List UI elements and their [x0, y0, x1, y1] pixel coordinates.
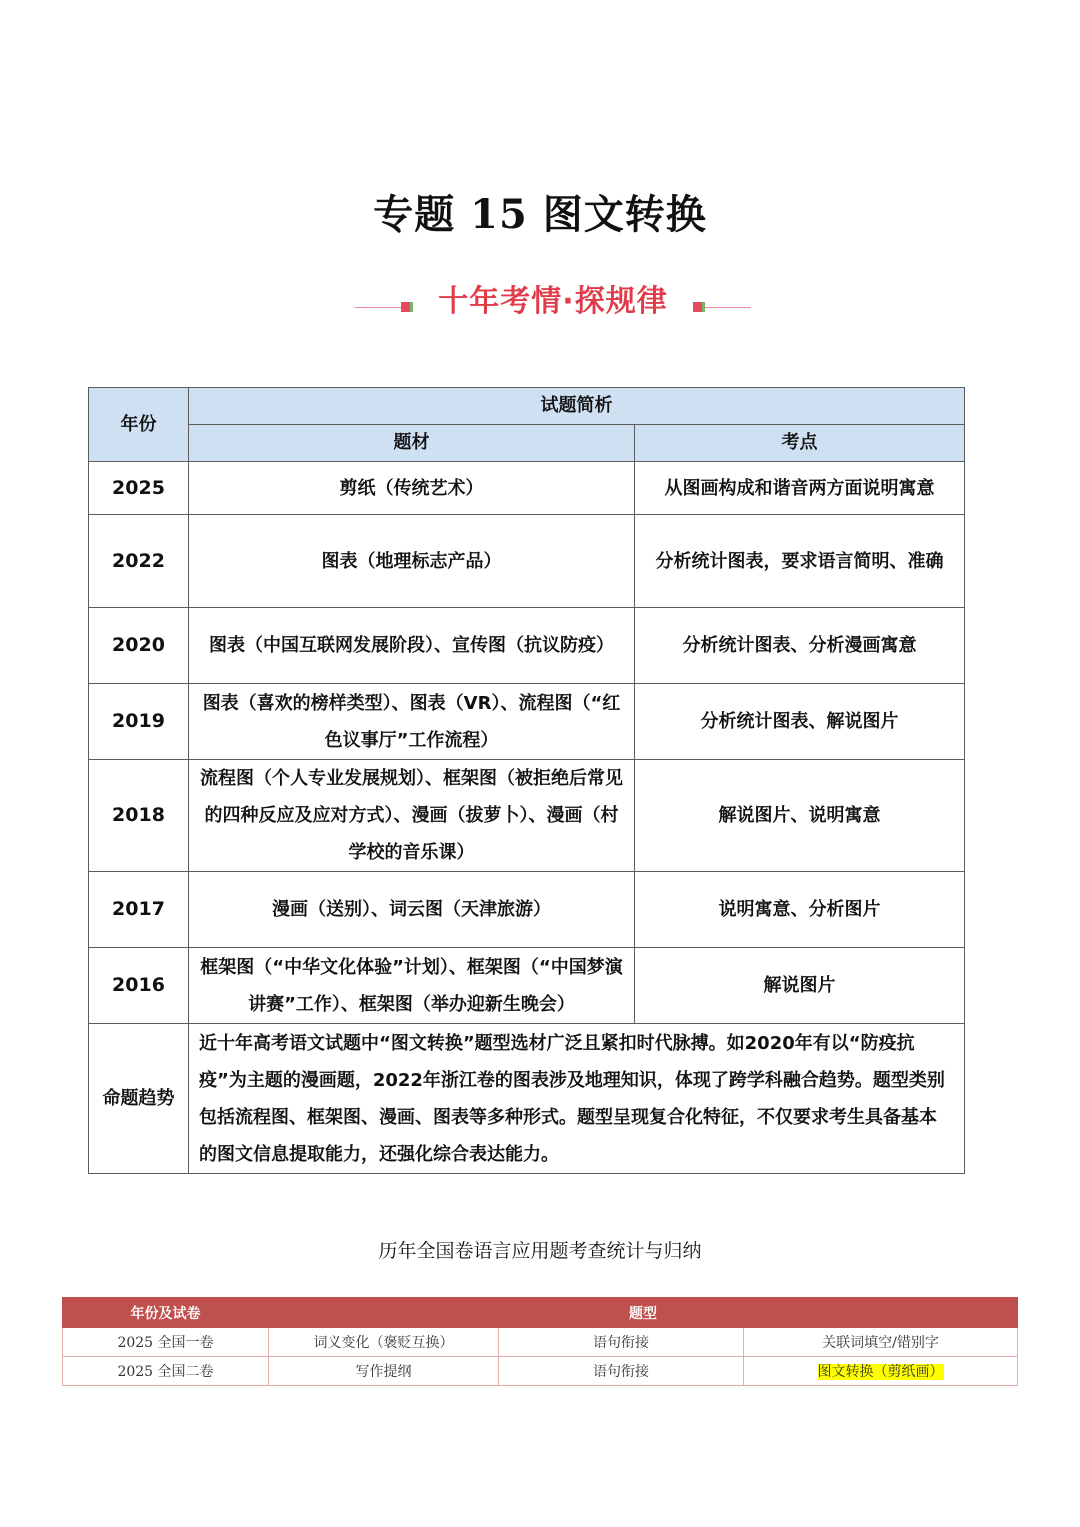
year-cell: 2022: [89, 515, 189, 608]
header-material: 题材: [189, 425, 635, 462]
title-prefix: 专题: [373, 192, 456, 238]
year-cell: 2019: [89, 684, 189, 760]
stat-type-cell: 词义变化（褒贬互换）: [269, 1328, 499, 1357]
year-cell: 2017: [89, 872, 189, 948]
stat-row: [63, 1357, 1018, 1386]
stat-header-type: 题型: [269, 1298, 1018, 1328]
material-cell: 流程图（个人专业发展规划）、框架图（被拒绝后常见的四种反应及应对方式）、漫画（拔萝卜）、漫画（村学校的音乐课）: [189, 760, 635, 872]
point-cell: 解说图片: [635, 948, 965, 1024]
stat-type-cell: 语句衔接: [499, 1357, 744, 1386]
stat-header-row: [63, 1298, 1018, 1328]
trend-label: 命题趋势: [89, 1024, 189, 1174]
header-group: 试题简析: [189, 388, 965, 425]
point-cell: 解说图片、说明寓意: [635, 760, 965, 872]
year-cell: 2018: [89, 760, 189, 872]
header-year: 年份: [89, 388, 189, 462]
header-row-1: [89, 388, 965, 425]
table-row: [89, 515, 965, 608]
table-row: [89, 872, 965, 948]
stat-year-cell: 2025 全国一卷: [63, 1328, 269, 1357]
table-row: [89, 608, 965, 684]
stat-table-title: 历年全国卷语言应用题考查统计与归纳: [378, 1240, 702, 1262]
table-row: [89, 948, 965, 1024]
point-cell: 分析统计图表、解说图片: [635, 684, 965, 760]
point-cell: 分析统计图表，要求语言简明、准确: [635, 515, 965, 608]
stat-table: [62, 1297, 1018, 1386]
table-row: [89, 462, 965, 515]
section-banner: [355, 276, 751, 326]
stat-row: [63, 1328, 1018, 1357]
trend-text: 近十年高考语文试题中“图文转换”题型选材广泛且紧扣时代脉搏。如2020年有以“防疫抗疫”为主题的漫画题，2022年浙江卷的图表涉及地理知识，体现了跨学科融合趋势。题型类别包括流程图、框架图、漫画、图表等多种形式。题型呈现复合化特征，不仅要求考生具备基本的图文信息提取能力，还强化综合表达能力。: [189, 1024, 965, 1174]
table-row: [89, 684, 965, 760]
point-cell: 分析统计图表、分析漫画寓意: [635, 608, 965, 684]
stat-type-cell: 关联词填空/错别字: [744, 1328, 1018, 1357]
material-cell: 漫画（送别）、词云图（天津旅游）: [189, 872, 635, 948]
stat-type-cell: 写作提纲: [269, 1357, 499, 1386]
header-point: 考点: [635, 425, 965, 462]
stat-year-cell: 2025 全国二卷: [63, 1357, 269, 1386]
material-cell: 框架图（“中华文化体验”计划）、框架图（“中国梦演讲赛”工作）、框架图（举办迎新生晚会）: [189, 948, 635, 1024]
stat-type-cell: 语句衔接: [499, 1328, 744, 1357]
material-cell: 图表（地理标志产品）: [189, 515, 635, 608]
title-suffix: 图文转换: [542, 192, 707, 238]
point-cell: 从图画构成和谐音两方面说明寓意: [635, 462, 965, 515]
table-row: [89, 760, 965, 872]
year-cell: 2016: [89, 948, 189, 1024]
stat-type-cell: [744, 1357, 1018, 1386]
page-title: [0, 183, 1080, 240]
material-cell: 图表（喜欢的榜样类型）、图表（VR）、流程图（“红色议事厅”工作流程）: [189, 684, 635, 760]
material-cell: 图表（中国互联网发展阶段）、宣传图（抗议防疫）: [189, 608, 635, 684]
stat-header-year: 年份及试卷: [63, 1298, 269, 1328]
point-cell: 说明寓意、分析图片: [635, 872, 965, 948]
material-cell: 剪纸（传统艺术）: [189, 462, 635, 515]
exam-analysis-table: [88, 387, 965, 1174]
section-subtitle: 十年考情·探规律: [438, 284, 668, 319]
header-row-2: [89, 425, 965, 462]
year-cell: 2020: [89, 608, 189, 684]
trend-row: [89, 1024, 965, 1174]
year-cell: 2025: [89, 462, 189, 515]
highlighted-type: 图文转换（剪纸画）: [817, 1364, 944, 1380]
title-number: 15: [470, 191, 528, 238]
